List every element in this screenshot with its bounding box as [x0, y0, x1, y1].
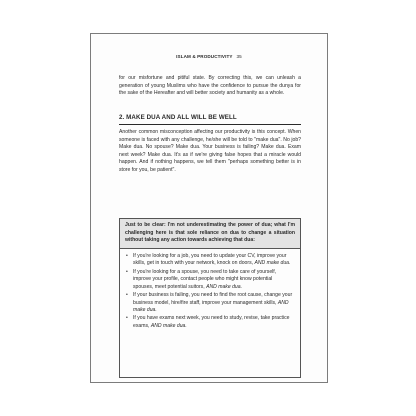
list-item-text: If you're looking for a job, you need to update your CV, improve your skills, get in touch with your network, knock on doors,	[133, 252, 287, 267]
page-number: 35	[236, 54, 242, 59]
list-item-emphasis: AND make dua.	[254, 260, 291, 267]
bullet-icon: •	[126, 291, 128, 298]
bullet-icon: •	[126, 315, 128, 322]
list-item-emphasis: AND make dua.	[133, 299, 289, 314]
callout-intro: Just to be clear: I'm not underestimating the power of dua; what I'm challenging here is that sole reliance on dua to change a situation without taking any action towards achieving that dua:	[120, 219, 300, 249]
running-header	[91, 54, 327, 59]
callout-list	[120, 249, 300, 331]
running-header-title: ISLAM & PRODUCTIVITY	[176, 54, 233, 59]
bullet-icon: •	[126, 252, 128, 259]
callout-list-item	[126, 292, 294, 315]
list-item-emphasis: AND make dua.	[206, 283, 243, 290]
bullet-icon: •	[126, 268, 128, 275]
callout-box	[119, 218, 301, 378]
section-heading	[119, 114, 301, 125]
section-paragraph: Another common misconception affecting our productivity is this concept. When someone is faced with any challenge, he/she will be told to "make dua". No job? Make dua. No spouse? Make dua. Your business is failing? Make dua. Exam next week? Make dua. It's as if we're giving false hopes that a miracle would happen. And if nothing happens, we tell them "perhaps something better is in store for you, be patient".	[119, 129, 301, 173]
callout-list-item	[126, 315, 294, 330]
section-heading-text: 2. MAKE DUA AND ALL WILL BE WELL	[119, 114, 237, 121]
list-item-text: If you're looking for a spouse, you need to take care of yourself, improve your profile, contact people who might know potential spouses, meet potential suitors,	[133, 268, 277, 290]
paragraph-continued: for our misfortune and pitiful state. By correcting this, we can unleash a generation of young Muslims who have the confidence to pursue the dunya for the sake of the Hereafter and will better society and humanity as a whole.	[119, 75, 301, 97]
callout-list-item	[126, 269, 294, 292]
heading-underline	[119, 124, 301, 125]
list-item-text: If you have exams next week, you need to study, revise, take practice exams,	[133, 315, 290, 329]
callout-list-item	[126, 253, 294, 268]
list-item-text: If your business is failing, you need to find the root cause, change your business model, hire/fire staff, improve your management skills,	[133, 291, 293, 306]
list-item-emphasis: AND make dua.	[150, 322, 187, 329]
book-page	[90, 33, 328, 383]
